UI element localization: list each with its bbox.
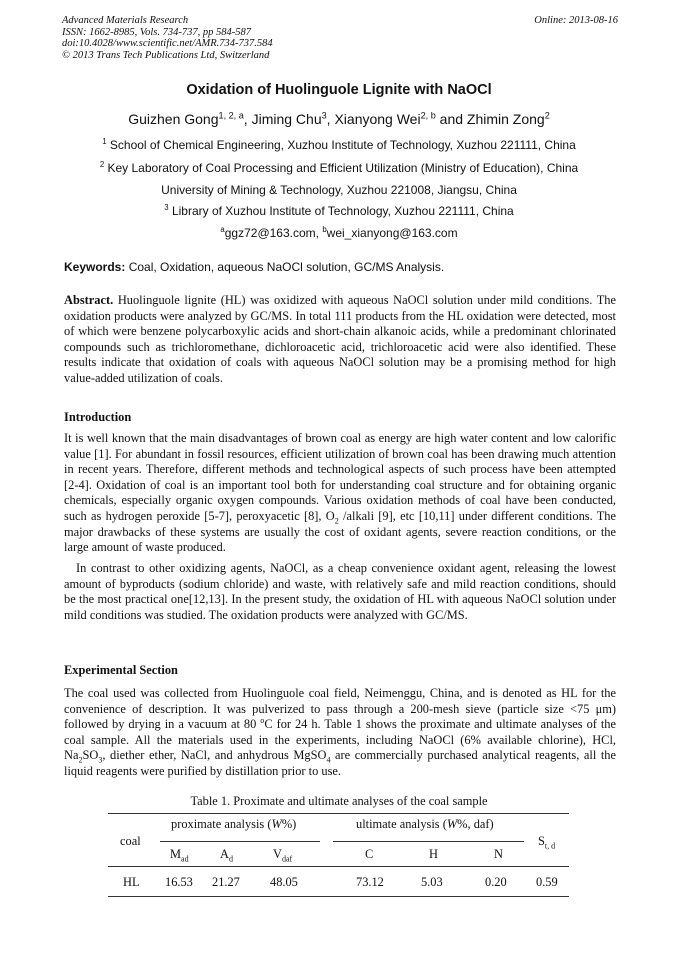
author-name: Jiming Chu — [251, 111, 322, 127]
table-top-rule — [108, 813, 569, 814]
affiliation-text: School of Chemical Engineering, Xuzhou Institute of Technology, Xuzhou 221111, China — [109, 138, 576, 152]
table-cell-c: 73.12 — [356, 875, 384, 889]
header-text: ultimate analysis ( — [356, 817, 447, 831]
column-header-h: H — [429, 847, 438, 861]
header-text: %, daf) — [457, 817, 494, 831]
author-affil-mark: 2 — [544, 110, 550, 121]
author-affil-mark: 2, b — [420, 110, 436, 121]
coal-column-header: coal — [120, 834, 141, 848]
author-name: Guizhen Gong — [128, 111, 219, 127]
affiliation-mark: 3 — [164, 203, 169, 212]
section-heading-experimental: Experimental Section — [64, 663, 178, 677]
column-header-n: N — [494, 847, 503, 861]
email-a: ggz72@163.com, — [224, 226, 323, 240]
subscript: 3 — [98, 755, 103, 765]
author-separator: and — [435, 111, 467, 127]
affiliation-mark: 1 — [102, 137, 107, 146]
online-date: Online: 2013-08-16 — [534, 15, 618, 26]
header-text: V — [273, 847, 282, 861]
header-text: M — [170, 847, 182, 861]
email-line — [0, 226, 678, 240]
keywords-line — [64, 260, 616, 274]
table-cell-ad: 21.27 — [212, 875, 240, 889]
affiliation-3 — [0, 204, 678, 218]
author-affil-mark: 1, 2, a — [218, 110, 244, 121]
table-cell-n: 0.20 — [485, 875, 507, 889]
journal-name: Advanced Materials Research — [62, 15, 189, 26]
intro-paragraph-1 — [64, 431, 616, 556]
intro-text: It is well known that the main disadvantages of brown coal as energy are high water content and low calorific value [1]. For abundant in fossil resources, efficient utilization of brown coal has been drawing much attention in recent years. Therefore, different methods and technological aspects of such process have been attempted [2-4]. Oxidation of coal is an important tool both for understanding coal structure and for obtaining organic chemicals, especially organic oxygen compounds. Various oxidation methods of coal have been conducted, such as hydrogen peroxide [5-7], peroxyacetic [8], O — [64, 431, 616, 523]
column-header-mad — [170, 847, 189, 862]
subscript: 2 — [334, 516, 339, 526]
experimental-text: The coal used was collected from Huolinguole coal field, Neimenggu, China, and is denoted as HL for the convenience of description. It was pulverized to pass through a 200-mesh sieve (particle size <75 μm) followed by drying in a vacuum at 80 — [64, 686, 616, 732]
header-text: S — [538, 834, 545, 848]
table-caption: Table 1. Proximate and ultimate analyses of the coal sample — [190, 794, 488, 808]
author-affil-mark: 3 — [321, 110, 327, 121]
header-text: A — [220, 847, 229, 861]
column-header-ad — [220, 847, 233, 862]
keywords-label: Keywords: — [64, 260, 126, 274]
affiliation-2-cont: University of Mining & Technology, Xuzhou 221008, Jiangsu, China — [161, 183, 517, 197]
keywords-text: Coal, Oxidation, aqueous NaOCl solution, GC/MS Analysis. — [125, 260, 445, 274]
abstract-paragraph — [64, 293, 616, 387]
st-column-header — [538, 834, 555, 849]
ultimate-group-header — [356, 817, 494, 832]
table-header-rule — [108, 866, 569, 867]
paper-title: Oxidation of Huolinguole Lignite with NaOCl — [186, 82, 492, 98]
intro-paragraph-2: In contrast to other oxidizing agents, NaOCl, as a cheap convenience oxidant agent, releasing the lowest amount of byproducts (sodium chloride) and waste, with relatively safe and mild reaction conditions, should be the most practical one[12,13]. In the present study, the oxidation of HL with aqueous NaOCl solution under mild conditions was studied. The oxidation products were analyzed with GC/MS. — [64, 561, 616, 622]
table-cell-coal: HL — [123, 875, 140, 889]
author-separator: , — [243, 111, 252, 127]
email-mark: a — [220, 225, 225, 234]
degree-mark: o — [260, 716, 265, 726]
table-cell-vdaf: 48.05 — [270, 875, 298, 889]
header-subscript: daf — [281, 854, 293, 864]
table-bottom-rule — [108, 896, 569, 897]
table-cell-st: 0.59 — [536, 875, 558, 889]
journal-header — [62, 15, 618, 61]
email-b: wei_xianyong@163.com — [326, 226, 458, 240]
experimental-text: , diether ether, NaCl, and anhydrous MgSO — [102, 748, 327, 763]
author-separator: , — [326, 111, 335, 127]
author-name: Zhimin Zong — [466, 111, 545, 127]
copyright-line: © 2013 Trans Tech Publications Ltd, Switzerland — [62, 49, 270, 61]
experimental-text: C for 24 h. Table 1 shows the proximate and ultimate analyses of the coal sample. All the materials used in the experiments, including NaOCl (6% available chlorine), HCl, Na — [64, 717, 616, 763]
author-name: Xianyong Wei — [334, 111, 421, 127]
experimental-paragraph — [64, 686, 616, 780]
affiliation-text: Library of Xuzhou Institute of Technology, Xuzhou 221111, China — [171, 204, 514, 218]
affiliation-1 — [0, 138, 678, 152]
column-header-c: C — [365, 847, 374, 861]
header-italic: W — [446, 817, 458, 831]
table-cell-h: 5.03 — [421, 875, 443, 889]
affiliation-text: Key Laboratory of Coal Processing and Efficient Utilization (Ministry of Education), China — [107, 161, 579, 175]
proximate-group-rule — [160, 841, 320, 842]
header-subscript: d — [228, 854, 233, 864]
experimental-text: are commercially purchased analytical reagents, all the liquid reagents were purified by distillation prior to use. — [64, 748, 616, 778]
affiliation-mark: 2 — [99, 160, 105, 169]
column-header-vdaf — [273, 847, 292, 862]
email-mark: b — [322, 225, 327, 234]
header-subscript: t, d — [544, 841, 556, 851]
intro-text: /alkali [9], etc [10,11] under different conditions. The major drawbacks of these systems are usually the cost of oxidant agents, severe reaction conditions, or the large amount of waste produced. — [64, 508, 616, 555]
header-text: %) — [281, 817, 297, 831]
table-cell-mad: 16.53 — [165, 875, 193, 889]
ultimate-group-rule — [333, 841, 524, 842]
header-subscript: ad — [181, 854, 189, 864]
subscript: 4 — [326, 755, 331, 765]
header-text: proximate analysis ( — [171, 817, 272, 831]
author-list — [0, 111, 678, 127]
affiliation-2 — [0, 161, 678, 175]
subscript: 2 — [78, 755, 83, 765]
proximate-group-header — [171, 817, 296, 832]
section-heading-introduction: Introduction — [64, 410, 132, 424]
abstract-label: Abstract. — [64, 293, 114, 307]
issn-line: ISSN: 1662-8985, Vols. 734-737, pp 584-587 — [62, 26, 251, 38]
doi-line: doi:10.4028/www.scientific.net/AMR.734-737.584 — [62, 38, 273, 49]
header-italic: W — [271, 817, 282, 831]
experimental-text: SO — [82, 748, 99, 763]
abstract-text: Huolinguole lignite (HL) was oxidized with aqueous NaOCl solution under mild conditions. The oxidation products were analyzed by GC/MS. In total 111 products from the HL oxidation were detected, most of which were benzene polycarboxylic acids and short-chain alkanoic acids, while a predominant chlorinated compounds such as trichloromethane, dichloroacetic acid, trichloroacetic acid were also identified. These results indicate that oxidation of coals with aqueous NaOCl solution may be a promising method for high value-added utilization of coals. — [64, 293, 616, 385]
